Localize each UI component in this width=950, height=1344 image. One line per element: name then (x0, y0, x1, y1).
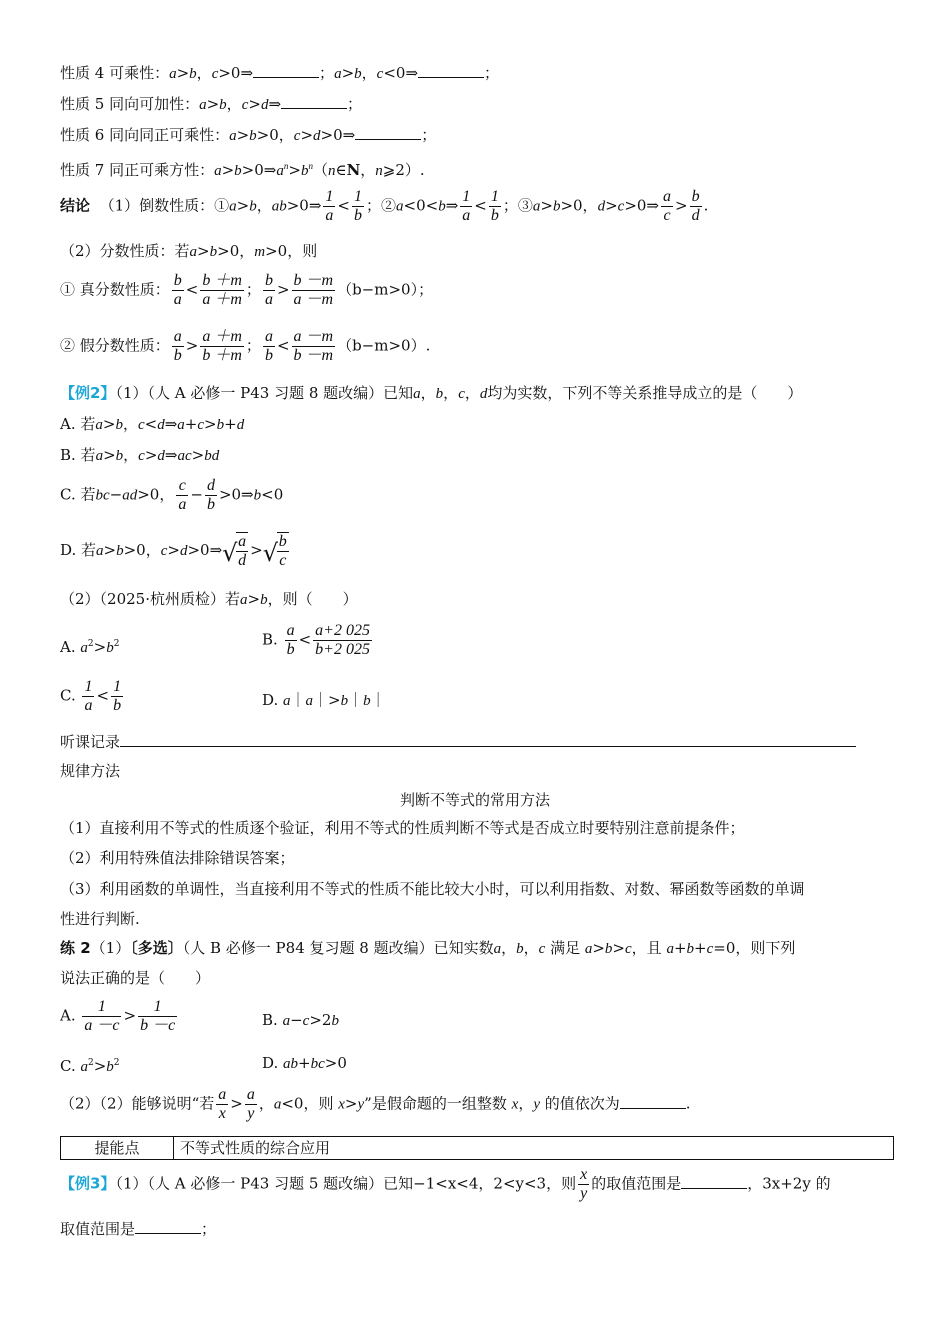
q2-option-c[interactable]: C. $\frac{1}{a}$ < $\frac{1}{b}$ (60, 678, 122, 714)
property-7: 性质 7 同正可乘方性：$a>b>0\Rightarrow a^n>b^n(n\in N$，n⩾2）. (60, 161, 425, 179)
practice-2-q1-line2: 说法正确的是（ ） (60, 969, 211, 987)
method-item: 性进行判断. (60, 910, 140, 928)
section-header-table (60, 1136, 894, 1160)
example-3-q1-line2: 取值范围是 ； (60, 1220, 217, 1238)
example-2-q2: （2）（2025·杭州质检）若a>b，则（ ） (60, 590, 358, 608)
fill-blank[interactable] (135, 1219, 201, 1234)
method-subtitle: 判断不等式的常用方法 (399, 791, 550, 809)
notes-input[interactable] (120, 732, 856, 747)
fill-blank[interactable] (418, 63, 484, 78)
property-5: 性质 5 同向可加性：a>b，c>d⇒ ； (60, 95, 363, 113)
method-title: 规律方法 (60, 762, 121, 780)
fill-blank[interactable] (681, 1174, 747, 1189)
table-col-title: 不等式性质的综合应用 (180, 1139, 331, 1157)
practice-2-q2: （2）（2）能够说明“若 $\frac{a}{x}$ > $\frac{a}{y}$ ，a<0，则 x>y”是假命题的一组整数 x，y 的值依次为 . (60, 1086, 691, 1122)
fill-blank[interactable] (281, 94, 347, 109)
property-4: 性质 4 可乘性：a>b，c>0⇒ ；a>b，c<0⇒ ； (60, 64, 500, 82)
option-a[interactable]: A. 若a>b，c<d⇒a+c>b+d (60, 415, 245, 433)
fill-blank[interactable] (620, 1094, 686, 1109)
practice-2-q1: 练 2（1）〔多选〕（人 B 必修一 P84 复习题 8 题改编）已知实数a，b，c 满足 a>b>c，且 a+b+c=0，则下列 (60, 939, 796, 957)
true-fraction: ① 真分数性质： $\frac{b}{a}$ < $\frac{b +m}{a +m}$ ； $\frac{b}{a}$ > $\frac{b -m}{a -m}$ （b−m>0）； (60, 272, 434, 308)
option-d[interactable]: D. 若a>b>0，c>d>0⇒ √ $\frac{a}{d}$ > √ $\frac{b}{c}$ (60, 533, 287, 569)
fill-blank[interactable] (355, 125, 421, 140)
conclusion-fraction: （2）分数性质：若a>b>0，m>0，则 (60, 242, 318, 260)
example-2-q1: 【例2】（1）（人 A 必修一 P43 习题 8 题改编）已知a，b，c，d均为实数，下列不等关系推导成立的是（ ） (60, 384, 803, 402)
method-item: （3）利用函数的单调性，当直接利用不等式的性质不能比较大小时，可以利用指数、对数、幂函数等函数的单调 (60, 880, 805, 898)
method-item: （2）利用特殊值法排除错误答案； (60, 849, 295, 867)
p2-option-d[interactable]: D. ab+bc>0 (262, 1054, 347, 1072)
property-6: 性质 6 同向同正可乘性：a>b>0，c>d>0⇒ ； (60, 126, 437, 144)
fill-blank[interactable] (253, 63, 319, 78)
q2-option-d[interactable]: D. a｜a｜>b｜b｜ (262, 691, 386, 709)
q2-option-b[interactable]: B. $\frac{a}{b}$ < $\frac{a+2 025}{b+2 025}$ (262, 622, 370, 658)
p2-option-a[interactable]: A. $\frac{1}{a -c}$ > $\frac{1}{b -c}$ (60, 998, 176, 1034)
method-item: （1）直接利用不等式的性质逐个验证，利用不等式的性质判断不等式是否成立时要特别注意前提条件； (60, 819, 745, 837)
option-b[interactable]: B. 若a>b，c>d⇒ac>bd (60, 446, 220, 464)
conclusion-reciprocal: 结论 （1）倒数性质：①a>b，ab>0⇒ $\frac{1}{a}$ < $\frac{1}{b}$ ；②a<0<b⇒ $\frac{1}{a}$ < $\frac{1}{b}$ ；③a>b>0，d>c>0⇒ $\frac{a}{c}$ > $\frac{b}{d}$ . (60, 188, 709, 224)
q2-option-a[interactable]: A. $a^2>b^2$ (60, 638, 120, 656)
false-fraction: ② 假分数性质： $\frac{a}{b}$ > $\frac{a +m}{b +m}$ ； $\frac{a}{b}$ < $\frac{a -m}{b -m}$ （b−m>0）. (60, 328, 431, 364)
example-3-q1: 【例3】（1）（人 A 必修一 P43 习题 5 题改编）已知−1<x<4，2<y<3，则 $\frac{x}{y}$ 的取值范围是 ，3x+2y 的 (60, 1166, 831, 1202)
p2-option-c[interactable]: C. $a^2>b^2$ (60, 1057, 120, 1075)
p2-option-b[interactable]: B. a−c>2b (262, 1011, 339, 1029)
notes-line: 听课记录 (60, 731, 856, 753)
table-col-label: 提能点 (61, 1137, 174, 1159)
option-c[interactable]: C. 若bc−ad>0， $\frac{c}{a}$ − $\frac{d}{b}$ >0⇒b<0 (60, 477, 284, 513)
